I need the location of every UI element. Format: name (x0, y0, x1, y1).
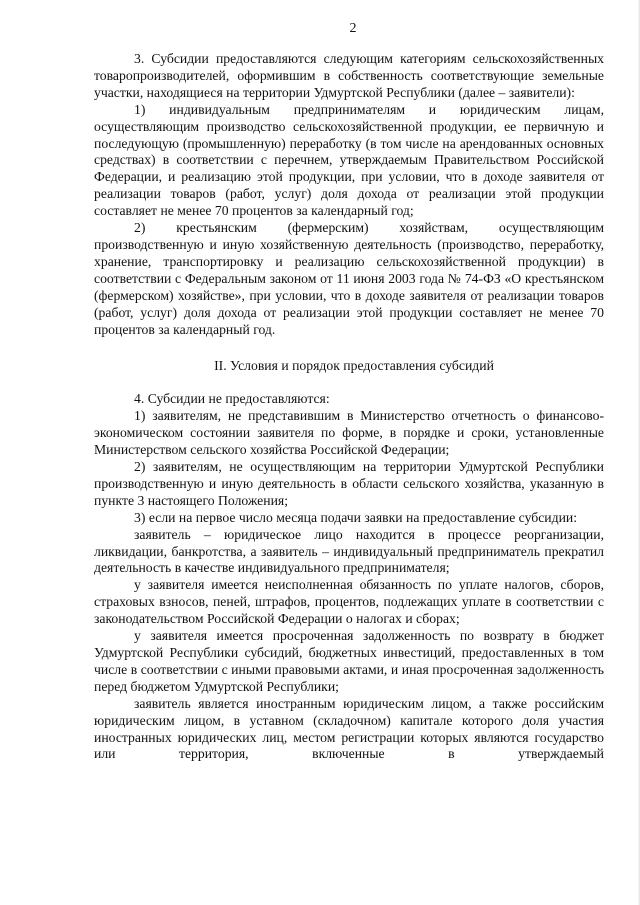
paragraph-3-categories: 3. Субсидии предоставляются следующим категориям сельскохозяйственных товаропроизводителей, оформившим в собственность соответствующие земельные участки, находящиеся на территории Удмуртской Республики (далее – заявители): (94, 51, 604, 100)
paragraph-tax-debt: у заявителя имеется неисполненная обязанность по уплате налогов, сборов, страховых взносов, пеней, штрафов, процентов, подлежащих уплате в соответствии с законодательством Российской Федерации о налогах и сборах; (94, 577, 604, 627)
page-number: 2 (349, 21, 357, 36)
paragraph-budget-debt: у заявителя имеется просроченная задолженность по возврату в бюджет Удмуртской Республики субсидий, бюджетных инвестиций, предоставленных в том числе в соответствии с иными правовыми актами, и иная просроченная задолженность перед бюджетом Удмуртской Республики; (94, 628, 604, 694)
paragraph-3-item-2: 2) крестьянским (фермерским) хозяйствам, осуществляющим производственную и иную хозяйственную деятельность (производство, переработку, хранение, транспортировку и реализацию сельскохозяйственной продукции) в соответствии с Федеральным законом от 11 июня 2003 года № 74-ФЗ «О крестьянском (фермерском) хозяйстве», при условии, что в доходе заявителя от реализации товаров (работ, услуг) доля дохода от реализации этой продукции составляет не менее 70 процентов за календарный год. (94, 220, 604, 337)
paragraph-4-item-3: 3) если на первое число месяца подачи заявки на предоставление субсидии: (134, 509, 578, 525)
paragraph-4-intro: 4. Субсидии не предоставляются: (134, 391, 330, 407)
section-heading: II. Условия и порядок предоставления субсидий (214, 358, 494, 374)
paragraph-reorganization: заявитель – юридическое лицо находится в процессе реорганизации, ликвидации, банкротства, а заявитель – индивидуальный предприниматель прекратил деятельность в качестве индивидуального предпринимателя; (94, 526, 604, 576)
paragraph-4-item-1: 1) заявителям, не представившим в Министерство отчетность о финансово-экономическом состоянии заявителя по форме, в порядке и сроки, установленные Министерством сельского хозяйства Российской Федерации; (94, 408, 604, 458)
paragraph-4-item-2: 2) заявителям, не осуществляющим на территории Удмуртской Республики производственную и иную деятельность в области сельского хозяйства, указанную в пункте 3 настоящего Положения; (94, 459, 604, 508)
paragraph-foreign-entity: заявитель является иностранным юридическим лицом, а также российским юридическим лицом, в уставном (складочном) капитале которого доля участия иностранных юридических лиц, местом регистрации которых являются государство или территория, включенные в утверждаемый (94, 695, 604, 762)
paragraph-3-item-1: 1) индивидуальным предпринимателям и юридическим лицам, осуществляющим производство сельскохозяйственной продукции, ее первичную и последующую (промышленную) переработку (в том числе на арендованных основных средствах) в соответствии с перечнем, утверждаемым Правительством Российской Федерации, и реализацию этой продукции, при условии, что в доходе заявителя от реализации товаров (работ, услуг) доля дохода от реализации этой продукции составляет не менее 70 процентов за календарный год; (94, 101, 604, 219)
